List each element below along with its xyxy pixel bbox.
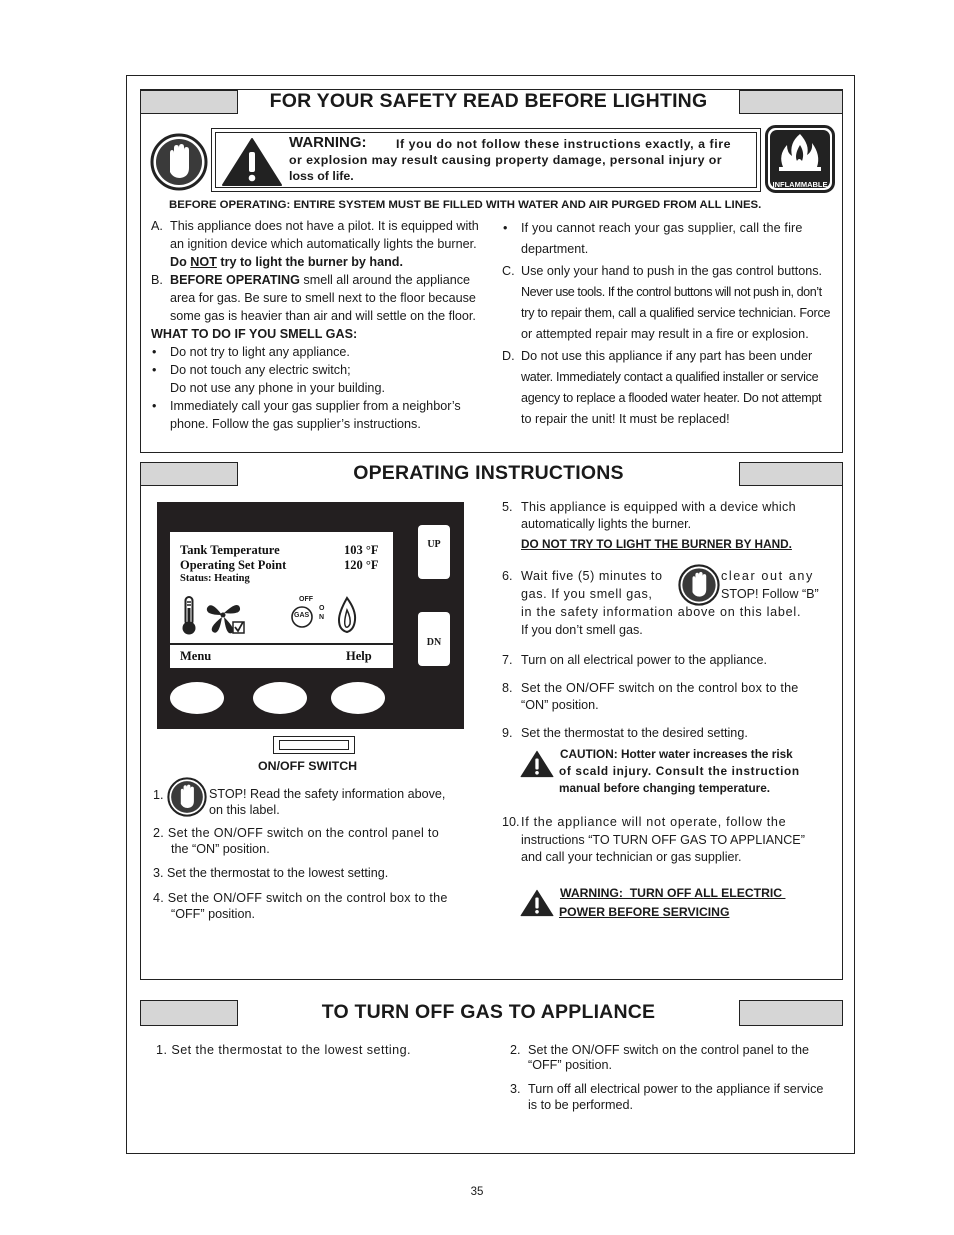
step-5-line2: automatically lights the burner. [521,517,692,531]
step-10-number: 10. [502,815,520,829]
on-off-switch[interactable] [273,736,355,754]
step-7-number: 7. [502,653,513,667]
turnoff-step-3-number: 3. [510,1082,521,1096]
status-text: Status: Heating [180,573,250,584]
bullet-1: Do not try to light any appliance. [170,345,350,359]
gas-label: GAS [294,612,310,619]
bullet-2-line2: Do not use any phone in your building. [170,381,385,395]
item-c-line4: or attempted repair may result in a fire or explosion. [521,327,809,341]
step-6-f: If you don’t smell gas. [521,623,643,637]
item-b-line1 [170,271,470,289]
warning-text-1: If you do not follow these instructions exactly, a fire [396,137,732,151]
item-a-not: NOT [190,255,217,269]
step-10-line2: instructions “TO TURN OFF GAS TO APPLIANCE” [521,833,805,847]
step-9-number: 9. [502,726,513,740]
step-4-line2: “OFF” position. [171,907,255,921]
bullet-dot: • [152,345,157,359]
safety-title: FOR YOUR SAFETY READ BEFORE LIGHTING [237,90,740,114]
step-6-a: Wait five (5) minutes to [521,569,663,583]
step-5-warning: DO NOT TRY TO LIGHT THE BURNER BY HAND. [521,537,792,551]
item-b-line1-rest: smell all around the appliance [299,273,471,287]
item-a-line1: This appliance does not have a pilot. It is equipped with [170,219,479,233]
set-point-value: 120 °F [344,558,379,572]
on-off-switch-rocker [279,740,349,750]
help-softkey-label: Help [346,649,372,663]
item-c-line3: try to repair them, call a qualified service technician. Force [521,306,831,320]
step-9: Set the thermostat to the desired setting. [521,726,748,740]
step-6-b: clear out any [721,569,814,583]
turnoff-step-3-line1: Turn off all electrical power to the appliance if service [528,1082,824,1096]
down-button[interactable] [418,612,450,666]
item-a-do: Do [170,255,191,269]
operating-title-band [140,462,843,486]
softkey-right-button[interactable] [331,682,385,714]
item-d-line2: water. Immediately contact a qualified installer or service [521,370,819,384]
up-button-label: UP [427,539,441,550]
item-a-line3 [170,253,403,271]
right-bullet-line2: department. [521,242,589,256]
item-b-bold: BEFORE OPERATING [170,273,300,287]
tank-temp-label: Tank Temperature [180,543,280,557]
screen-divider [170,643,393,645]
step-6-c: gas. If you smell gas, [521,587,653,601]
step-6-number: 6. [502,569,513,583]
softkey-left-button[interactable] [170,682,224,714]
step-7: Turn on all electrical power to the appliance. [521,653,767,667]
step-6-d: STOP! Follow “B” [721,587,819,601]
item-d-letter: D. [502,349,515,363]
item-c-line1: Use only your hand to push in the gas control buttons. [521,264,823,278]
step-8-line1: Set the ON/OFF switch on the control box to the [521,681,799,695]
item-c-letter: C. [502,264,515,278]
right-bullet-line1: If you cannot reach your gas supplier, call the fire [521,221,803,235]
item-a-line2: an ignition device which automatically lights the burner. [170,237,477,251]
item-b-letter: B. [151,273,163,287]
bullet-2-line1: Do not touch any electric switch; [170,363,351,377]
stop-hand-icon [167,777,207,822]
electric-warning-line1: WARNING: TURN OFF ALL ELECTRIC [560,886,786,900]
step-4-line1: 4. Set the ON/OFF switch on the control box to the [153,891,448,905]
step-1-number: 1. [153,788,164,802]
caution-line1 [560,747,793,761]
item-b-line2: area for gas. Be sure to smell next to the floor because [170,291,476,305]
flame-icon [336,596,358,639]
safety-title-band [140,90,843,114]
warning-text-2: or explosion may result causing property damage, personal injury or [289,153,723,167]
bullet-dot: • [152,363,157,377]
electric-warning-line2: POWER BEFORE SERVICING [559,905,730,919]
gas-on-n: N [319,614,325,621]
item-a-rest: try to light the burner by hand. [216,255,403,269]
step-10-line1: If the appliance will not operate, follow the [521,815,787,829]
gas-valve-icon [290,606,318,633]
caution-label: CAUTION [560,747,614,761]
tank-temp-value: 103 °F [344,543,379,557]
warning-label: WARNING: [289,134,367,151]
turnoff-title: TO TURN OFF GAS TO APPLIANCE [237,1000,740,1026]
before-operating-notice: BEFORE OPERATING: ENTIRE SYSTEM MUST BE FILLED WITH WATER AND AIR PURGED FROM ALL LINES. [169,199,762,211]
warning-text-3: loss of life. [289,169,354,183]
step-8-number: 8. [502,681,513,695]
menu-softkey-label: Menu [180,649,212,663]
step-10-line3: and call your technician or gas supplier. [521,850,742,864]
warning-triangle-icon [520,888,554,923]
caution-text-1: : Hotter water increases the risk [613,747,793,761]
step-5-line1: This appliance is equipped with a device which [521,500,796,514]
softkey-middle-button[interactable] [253,682,307,714]
down-button-label: DN [426,637,442,648]
item-d-line3: agency to replace a flooded water heater. Do not attempt [521,391,822,405]
step-2-line2: the “ON” position. [171,842,270,856]
caution-text-2: of scald injury. Consult the instruction [559,764,800,778]
bullet-3-line1: Immediately call your gas supplier from a neighbor’s [170,399,461,413]
fan-icon [205,598,247,641]
stop-hand-icon [150,133,208,191]
step-6-e: in the safety information above on this label. [521,605,802,619]
operating-title: OPERATING INSTRUCTIONS [237,462,740,486]
step-8-line2: “ON” position. [521,698,599,712]
step-5-number: 5. [502,500,513,514]
warning-triangle-icon [221,137,283,187]
item-d-line1: Do not use this appliance if any part has been under [521,349,813,363]
page-number: 35 [470,1186,484,1198]
turnoff-step-2-line2: “OFF” position. [528,1058,612,1072]
step-3: 3. Set the thermostat to the lowest setting. [153,866,389,880]
turnoff-step-2-line1: Set the ON/OFF switch on the control panel to the [528,1043,810,1057]
step-1-line1: STOP! Read the safety information above, [209,787,446,801]
up-button[interactable] [418,525,450,579]
item-d-line4: to repair the unit! It must be replaced! [521,412,730,426]
on-off-switch-label: ON/OFF SWITCH [258,759,358,773]
item-a-letter: A. [151,219,163,233]
turnoff-step-1: 1. Set the thermostat to the lowest setting. [156,1043,412,1057]
caution-text-3: manual before changing temperature. [559,781,771,795]
gas-on-o: O [319,605,325,612]
bullet-3-line2: phone. Follow the gas supplier’s instructions. [170,417,421,431]
item-b-line3: some gas is heavier than air and will settle on the floor. [170,309,476,323]
warning-triangle-icon [520,749,554,784]
gas-off-label: OFF [299,596,313,603]
turnoff-step-3-line2: is to be performed. [528,1098,633,1112]
bullet-dot: • [152,399,157,413]
step-1-line2: on this label. [209,803,280,817]
bullet-dot: • [503,221,508,235]
thermometer-icon [181,596,197,641]
item-c-line2: Never use tools. If the control buttons will not push in, don’t [521,285,822,299]
step-2-line1: 2. Set the ON/OFF switch on the control panel to [153,826,439,840]
turnoff-step-2-number: 2. [510,1043,521,1057]
inflammable-label: INFLAMMABLE [772,180,828,189]
turnoff-title-band [140,1000,843,1026]
set-point-label: Operating Set Point [180,558,287,572]
smell-gas-heading: WHAT TO DO IF YOU SMELL GAS: [151,327,358,341]
